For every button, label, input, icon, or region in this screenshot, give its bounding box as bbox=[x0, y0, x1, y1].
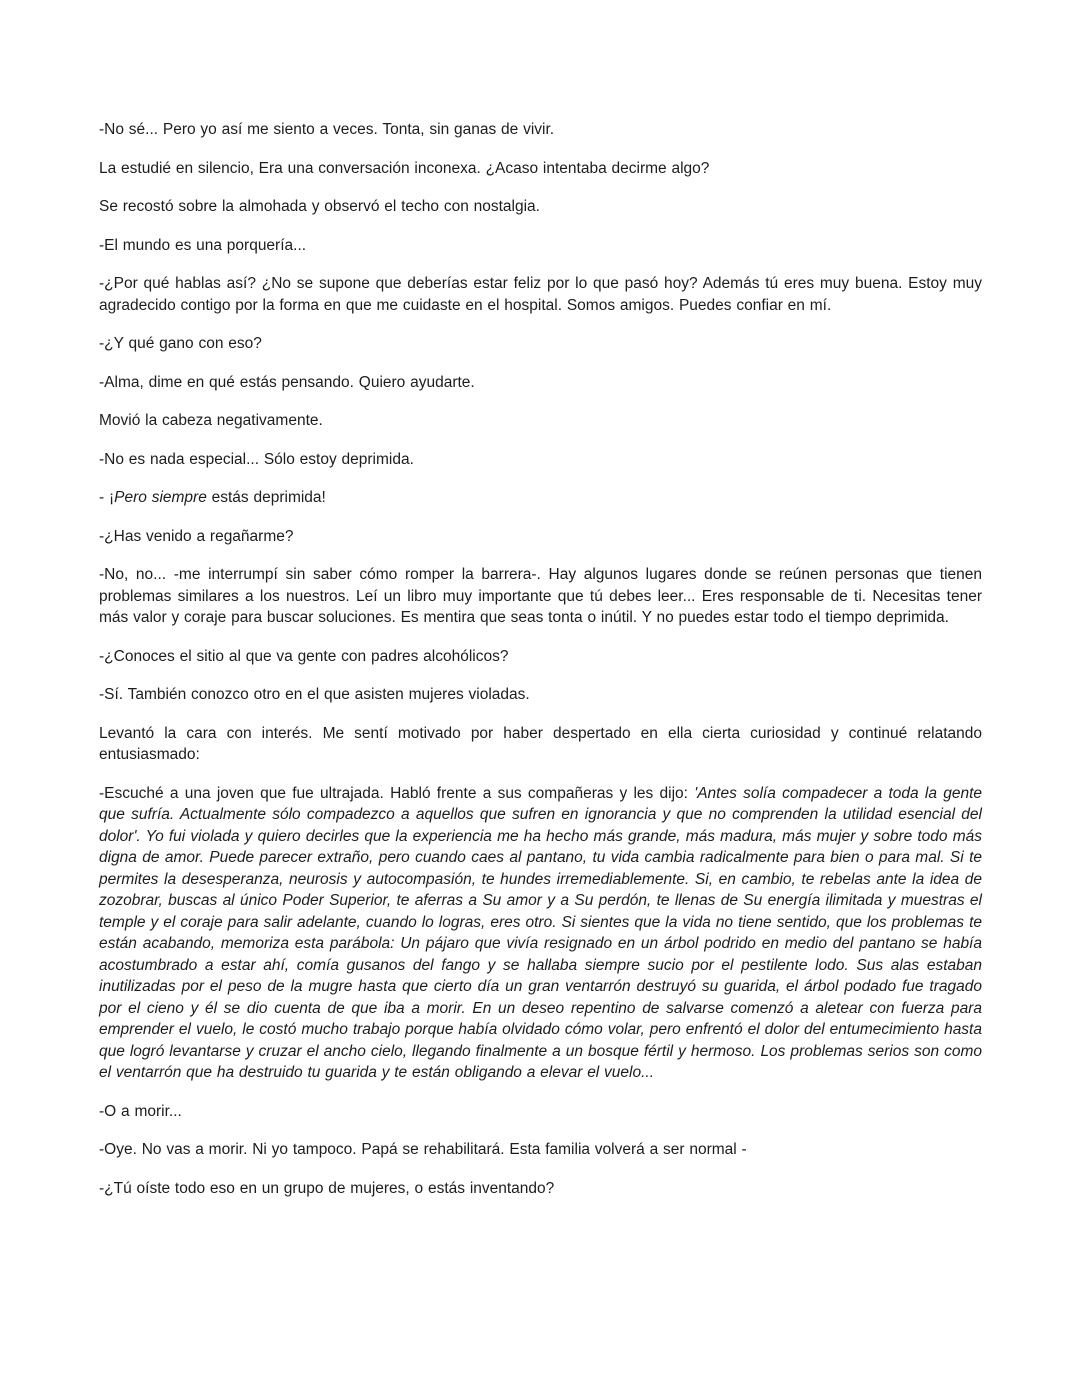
paragraph-text: -¿Has venido a regañarme? bbox=[99, 527, 294, 545]
paragraph bbox=[99, 1101, 982, 1123]
paragraph bbox=[99, 684, 982, 706]
paragraph bbox=[99, 158, 982, 180]
paragraph-text: -¿Tú oíste todo eso en un grupo de mujeres, o estás inventando? bbox=[99, 1179, 555, 1197]
paragraph-text: -No, no... -me interrumpí sin saber cómo romper la barrera-. Hay algunos lugares donde se reúnen personas que tienen problemas similares a los nuestros. Leí un libro muy importante que tú debes leer... Eres responsable de ti. Necesitas tener más valor y coraje para buscar soluciones. Es mentira que seas tonta o inútil. Y no puedes estar todo el tiempo deprimida. bbox=[99, 566, 982, 626]
paragraph-text: -Escuché a una joven que fue ultrajada. Habló frente a sus compañeras y les dijo: bbox=[99, 784, 695, 802]
paragraph bbox=[99, 333, 982, 355]
paragraph-text: estás deprimida! bbox=[206, 489, 326, 506]
paragraph bbox=[99, 119, 982, 141]
paragraph-text: Movió la cabeza negativamente. bbox=[99, 412, 323, 429]
paragraph bbox=[99, 564, 982, 629]
paragraph-text: La estudié en silencio, Era una conversación inconexa. ¿Acaso intentaba decirme algo? bbox=[99, 159, 710, 177]
paragraph bbox=[99, 449, 982, 471]
document-body bbox=[99, 119, 982, 1199]
paragraph-text: -Oye. No vas a morir. Ni yo tampoco. Papá se rehabilitará. Esta familia volverá a ser normal - bbox=[99, 1141, 747, 1158]
paragraph-text: -¿Y qué gano con eso? bbox=[99, 335, 262, 352]
paragraph-text: -¿Por qué hablas así? ¿No se supone que deberías estar feliz por lo que pasó hoy? Además tú eres muy buena. Estoy muy agradecido contigo por la forma en que me cuidaste en el hospital. Somos amigos. Puedes confiar en mí. bbox=[99, 275, 982, 314]
paragraph bbox=[99, 1178, 982, 1200]
paragraph bbox=[99, 723, 982, 766]
paragraph bbox=[99, 783, 982, 1084]
paragraph-text-italic: Pero siempre bbox=[114, 489, 207, 506]
paragraph bbox=[99, 646, 982, 668]
paragraph bbox=[99, 273, 982, 316]
paragraph-text: -No es nada especial... Sólo estoy deprimida. bbox=[99, 450, 414, 468]
paragraph-text-italic: 'Antes solía compadecer a toda la gente que sufría. Actualmente sólo compadezco a aquellos que sufren en ignorancia y que no comprenden la utilidad esencial del dolor'. Yo fui violada y quiero decirles que la experiencia me ha hecho más grande, más madura, más mujer y sobre todo más digna de amor. Puede parecer extraño, pero cuando caes al pantano, tu vida cambia radicalmente para bien o para mal. Si te permites la desesperanza, neurosis y autocompasión, te hundes irremediablemente. Si, en cambio, te rebelas ante la idea de zozobrar, buscas al único Poder Superior, te aferras a Su amor y a Su perdón, te llenas de Su energía ilimitada y muestras el temple y el coraje para salir adelante, cuando lo logras, eres otro. Si sientes que la vida no tiene sentido, que los problemas te están acabando, memoriza esta parábola: Un pájaro que vivía resignado en un árbol podrido en medio del pantano se había acostumbrado a estar ahí, comía gusanos del fango y se hallaba siempre sucio por el pestilente lodo. Sus alas estaban inutilizadas por el peso de la mugre hasta que cierto día un gran ventarrón destruyó su guarida, el árbol podado fue tragado por el cieno y él se dio cuenta de que iba a morir. En un deseo repentino de salvarse comenzó a aletear con fuerza para emprender el vuelo, le costó mucho trabajo porque había olvidado cómo volar, pero enfrentó el dolor del entumecimiento hasta que logró levantarse y cruzar el ancho cielo, llegando finalmente a un bosque fértil y hermoso. Los problemas serios son como el ventarrón que ha destruido tu guarida y te están obligando a elevar el vuelo... bbox=[99, 784, 982, 1081]
paragraph-text: - ¡ bbox=[99, 489, 115, 506]
paragraph bbox=[99, 410, 982, 432]
paragraph-text: -¿Conoces el sitio al que va gente con padres alcohólicos? bbox=[99, 647, 509, 665]
paragraph-text: Se recostó sobre la almohada y observó el techo con nostalgia. bbox=[99, 198, 540, 215]
paragraph-text: Levantó la cara con interés. Me sentí motivado por haber despertado en ella cierta curiosidad y continué relatando entusiasmado: bbox=[99, 724, 982, 763]
paragraph-text: -O a morir... bbox=[99, 1102, 182, 1120]
paragraph-text: -No sé... Pero yo así me siento a veces. Tonta, sin ganas de vivir. bbox=[99, 121, 555, 138]
paragraph bbox=[99, 526, 982, 548]
paragraph-text: -Alma, dime en qué estás pensando. Quiero ayudarte. bbox=[99, 373, 475, 391]
paragraph bbox=[99, 372, 982, 394]
paragraph bbox=[99, 196, 982, 218]
paragraph-text: -El mundo es una porquería... bbox=[99, 236, 307, 254]
paragraph bbox=[99, 1139, 982, 1161]
paragraph-text: -Sí. También conozco otro en el que asisten mujeres violadas. bbox=[99, 686, 530, 703]
paragraph bbox=[99, 235, 982, 257]
paragraph bbox=[99, 487, 982, 509]
